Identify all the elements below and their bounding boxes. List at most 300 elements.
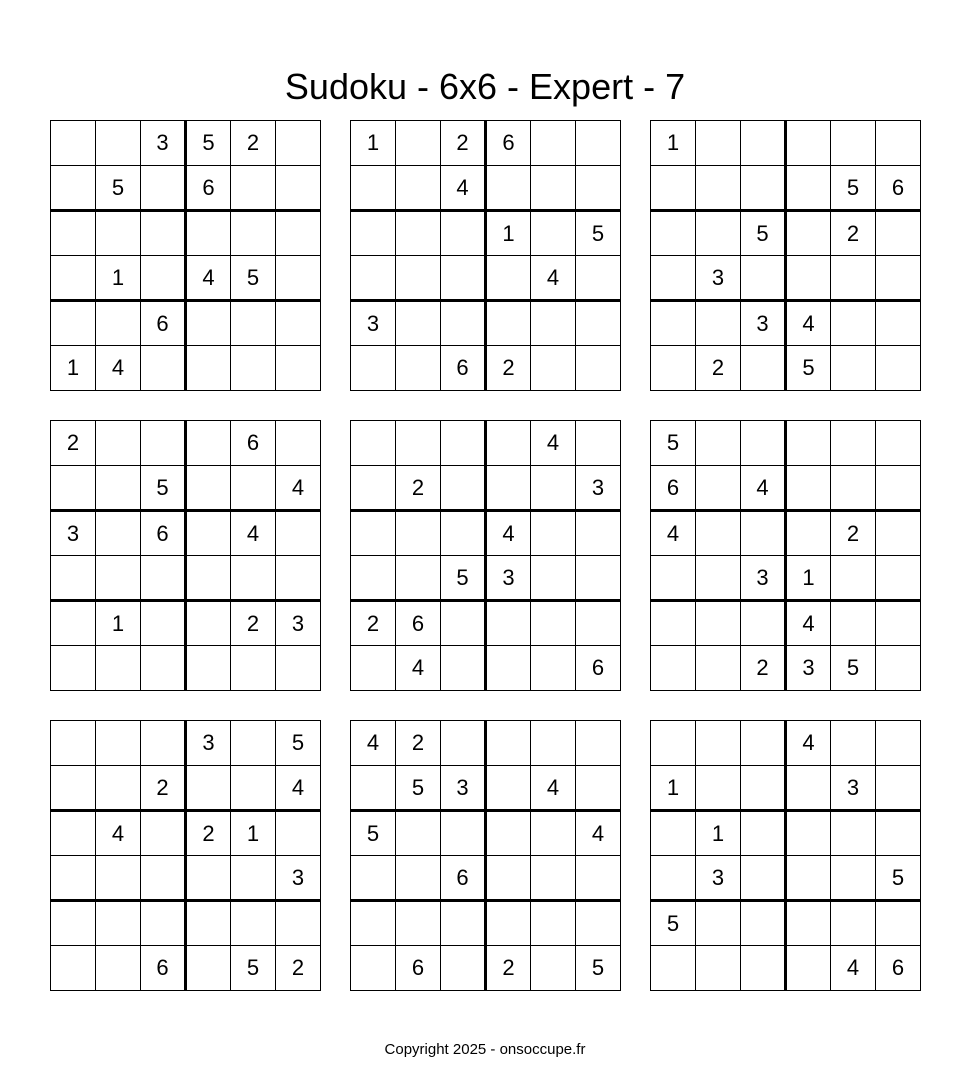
sudoku-cell[interactable] [531, 811, 576, 856]
sudoku-cell[interactable] [441, 646, 486, 691]
sudoku-cell[interactable] [276, 301, 321, 346]
sudoku-cell[interactable] [396, 811, 441, 856]
sudoku-cell[interactable] [876, 466, 921, 511]
sudoku-cell[interactable] [351, 211, 396, 256]
grid-row [51, 346, 321, 391]
sudoku-cell[interactable] [876, 721, 921, 766]
sudoku-cell[interactable] [831, 346, 876, 391]
sudoku-cell[interactable] [651, 646, 696, 691]
sudoku-cell[interactable] [51, 646, 96, 691]
sudoku-cell[interactable] [741, 256, 786, 301]
sudoku-cell[interactable] [531, 721, 576, 766]
sudoku-table [350, 720, 621, 991]
sudoku-cell: 3 [351, 301, 396, 346]
sudoku-cell[interactable] [741, 811, 786, 856]
sudoku-cell[interactable] [831, 466, 876, 511]
sudoku-cell[interactable] [441, 211, 486, 256]
sudoku-cell[interactable] [231, 166, 276, 211]
sudoku-cell[interactable] [696, 601, 741, 646]
grid-row [351, 766, 621, 811]
sudoku-cell[interactable] [51, 466, 96, 511]
sudoku-cell: 4 [231, 511, 276, 556]
sudoku-cell[interactable] [876, 421, 921, 466]
sudoku-cell[interactable] [276, 556, 321, 601]
sudoku-cell[interactable] [231, 901, 276, 946]
sudoku-cell[interactable] [741, 721, 786, 766]
sudoku-cell[interactable] [51, 166, 96, 211]
sudoku-cell: 3 [831, 766, 876, 811]
sudoku-cell[interactable] [351, 946, 396, 991]
sudoku-table [650, 720, 921, 991]
sudoku-cell: 5 [351, 811, 396, 856]
sudoku-cell[interactable] [696, 721, 741, 766]
sudoku-cell[interactable] [831, 601, 876, 646]
sudoku-cell[interactable] [876, 811, 921, 856]
grid-row [351, 721, 621, 766]
sudoku-cell[interactable] [651, 811, 696, 856]
sudoku-cell[interactable] [831, 121, 876, 166]
sudoku-cell[interactable] [396, 556, 441, 601]
sudoku-cell: 4 [441, 166, 486, 211]
sudoku-cell[interactable] [876, 601, 921, 646]
sudoku-cell[interactable] [786, 766, 831, 811]
sudoku-cell[interactable] [186, 466, 231, 511]
sudoku-cell[interactable] [486, 901, 531, 946]
sudoku-cell[interactable] [831, 721, 876, 766]
sudoku-cell: 6 [231, 421, 276, 466]
sudoku-cell[interactable] [741, 511, 786, 556]
sudoku-cell[interactable] [96, 556, 141, 601]
sudoku-cell[interactable] [276, 421, 321, 466]
sudoku-cell[interactable] [396, 121, 441, 166]
sudoku-cell[interactable] [231, 856, 276, 901]
sudoku-cell: 3 [141, 121, 186, 166]
sudoku-cell[interactable] [696, 646, 741, 691]
sudoku-cell[interactable] [831, 856, 876, 901]
sudoku-cell[interactable] [396, 256, 441, 301]
sudoku-cell[interactable] [396, 166, 441, 211]
sudoku-cell: 2 [351, 601, 396, 646]
sudoku-cell[interactable] [396, 346, 441, 391]
sudoku-cell[interactable] [486, 301, 531, 346]
sudoku-cell[interactable] [651, 256, 696, 301]
sudoku-cell: 1 [651, 121, 696, 166]
sudoku-cell[interactable] [486, 721, 531, 766]
sudoku-cell[interactable] [231, 646, 276, 691]
sudoku-cell[interactable] [486, 811, 531, 856]
sudoku-cell[interactable] [576, 721, 621, 766]
sudoku-cell[interactable] [141, 256, 186, 301]
sudoku-cell[interactable] [51, 901, 96, 946]
sudoku-grid-3 [650, 120, 920, 390]
sudoku-cell[interactable] [186, 301, 231, 346]
sudoku-grid-4 [50, 420, 320, 690]
sudoku-cell[interactable] [786, 256, 831, 301]
grid-row [351, 256, 621, 301]
sudoku-cell[interactable] [51, 856, 96, 901]
sudoku-cell[interactable] [696, 166, 741, 211]
sudoku-cell[interactable] [396, 511, 441, 556]
sudoku-cell[interactable] [876, 301, 921, 346]
sudoku-cell[interactable] [696, 511, 741, 556]
grid-row [51, 166, 321, 211]
sudoku-cell[interactable] [786, 466, 831, 511]
sudoku-cell[interactable] [186, 946, 231, 991]
sudoku-cell[interactable] [276, 166, 321, 211]
grid-row [51, 211, 321, 256]
sudoku-cell[interactable] [441, 466, 486, 511]
sudoku-cell[interactable] [531, 346, 576, 391]
sudoku-cell: 5 [441, 556, 486, 601]
sudoku-cell[interactable] [576, 766, 621, 811]
sudoku-cell[interactable] [186, 901, 231, 946]
sudoku-cell[interactable] [576, 346, 621, 391]
sudoku-cell: 2 [396, 466, 441, 511]
sudoku-cell[interactable] [696, 121, 741, 166]
sudoku-cell[interactable] [396, 301, 441, 346]
sudoku-cell[interactable] [51, 721, 96, 766]
sudoku-cell: 4 [651, 511, 696, 556]
sudoku-cell[interactable] [96, 946, 141, 991]
sudoku-cell[interactable] [96, 211, 141, 256]
sudoku-cell[interactable] [531, 211, 576, 256]
sudoku-cell: 6 [396, 946, 441, 991]
sudoku-cell[interactable] [786, 121, 831, 166]
sudoku-cell[interactable] [531, 946, 576, 991]
sudoku-cell[interactable] [576, 601, 621, 646]
sudoku-cell[interactable] [231, 766, 276, 811]
sudoku-cell[interactable] [696, 946, 741, 991]
sudoku-cell[interactable] [831, 301, 876, 346]
sudoku-cell[interactable] [696, 421, 741, 466]
sudoku-cell[interactable] [831, 811, 876, 856]
sudoku-cell[interactable] [741, 121, 786, 166]
sudoku-cell: 2 [276, 946, 321, 991]
sudoku-cell[interactable] [876, 256, 921, 301]
sudoku-cell[interactable] [576, 901, 621, 946]
sudoku-cell[interactable] [141, 646, 186, 691]
sudoku-cell[interactable] [186, 856, 231, 901]
sudoku-cell: 5 [576, 211, 621, 256]
sudoku-cell[interactable] [186, 511, 231, 556]
sudoku-cell[interactable] [531, 856, 576, 901]
sudoku-cell[interactable] [351, 511, 396, 556]
sudoku-cell[interactable] [531, 166, 576, 211]
sudoku-cell[interactable] [441, 421, 486, 466]
sudoku-cell: 5 [96, 166, 141, 211]
sudoku-cell[interactable] [351, 901, 396, 946]
sudoku-cell[interactable] [876, 556, 921, 601]
sudoku-cell: 3 [441, 766, 486, 811]
sudoku-cell[interactable] [186, 346, 231, 391]
sudoku-cell[interactable] [51, 811, 96, 856]
sudoku-cell: 5 [831, 646, 876, 691]
sudoku-cell[interactable] [231, 466, 276, 511]
sudoku-cell[interactable] [96, 901, 141, 946]
sudoku-cell[interactable] [96, 466, 141, 511]
sudoku-cell[interactable] [51, 556, 96, 601]
sudoku-cell: 6 [876, 946, 921, 991]
sudoku-cell[interactable] [141, 421, 186, 466]
sudoku-cell[interactable] [441, 901, 486, 946]
sudoku-cell[interactable] [96, 511, 141, 556]
sudoku-cell[interactable] [441, 301, 486, 346]
sudoku-cell: 6 [396, 601, 441, 646]
sudoku-cell[interactable] [351, 346, 396, 391]
sudoku-cell: 3 [186, 721, 231, 766]
sudoku-cell[interactable] [696, 466, 741, 511]
sudoku-cell[interactable] [876, 901, 921, 946]
sudoku-cell[interactable] [141, 166, 186, 211]
sudoku-cell[interactable] [486, 421, 531, 466]
sudoku-cell[interactable] [876, 766, 921, 811]
sudoku-cell[interactable] [141, 601, 186, 646]
grid-row [51, 466, 321, 511]
sudoku-cell[interactable] [876, 346, 921, 391]
sudoku-cell[interactable] [741, 346, 786, 391]
sudoku-cell[interactable] [141, 211, 186, 256]
sudoku-cell[interactable] [186, 646, 231, 691]
sudoku-cell[interactable] [351, 856, 396, 901]
sudoku-cell: 2 [231, 601, 276, 646]
sudoku-cell[interactable] [531, 601, 576, 646]
sudoku-cell[interactable] [441, 256, 486, 301]
sudoku-cell[interactable] [441, 601, 486, 646]
sudoku-cell: 3 [696, 856, 741, 901]
sudoku-cell[interactable] [441, 721, 486, 766]
sudoku-cell[interactable] [351, 766, 396, 811]
sudoku-cell[interactable] [786, 856, 831, 901]
sudoku-cell: 6 [576, 646, 621, 691]
sudoku-cell[interactable] [876, 646, 921, 691]
sudoku-cell[interactable] [651, 601, 696, 646]
sudoku-cell: 4 [786, 721, 831, 766]
sudoku-cell: 5 [576, 946, 621, 991]
sudoku-cell[interactable] [441, 511, 486, 556]
sudoku-cell[interactable] [576, 511, 621, 556]
sudoku-cell[interactable] [576, 556, 621, 601]
sudoku-cell[interactable] [351, 646, 396, 691]
sudoku-cell[interactable] [186, 556, 231, 601]
sudoku-cell[interactable] [51, 121, 96, 166]
sudoku-cell: 1 [696, 811, 741, 856]
sudoku-cell[interactable] [231, 556, 276, 601]
sudoku-cell[interactable] [51, 301, 96, 346]
sudoku-cell[interactable] [51, 766, 96, 811]
sudoku-cell: 4 [531, 766, 576, 811]
sudoku-cell[interactable] [276, 211, 321, 256]
grid-row [51, 766, 321, 811]
grid-row [51, 901, 321, 946]
sudoku-table [350, 420, 621, 691]
sudoku-cell[interactable] [351, 466, 396, 511]
sudoku-cell[interactable] [576, 856, 621, 901]
sudoku-cell[interactable] [576, 256, 621, 301]
sudoku-cell[interactable] [876, 121, 921, 166]
sudoku-cell[interactable] [696, 766, 741, 811]
sudoku-cell[interactable] [141, 346, 186, 391]
sudoku-cell: 1 [96, 256, 141, 301]
sudoku-cell[interactable] [741, 901, 786, 946]
sudoku-cell[interactable] [696, 901, 741, 946]
sudoku-cell[interactable] [396, 421, 441, 466]
sudoku-cell: 5 [876, 856, 921, 901]
sudoku-cell[interactable] [651, 211, 696, 256]
sudoku-cell[interactable] [486, 601, 531, 646]
sudoku-cell[interactable] [351, 166, 396, 211]
sudoku-cell[interactable] [741, 601, 786, 646]
sudoku-cell[interactable] [786, 211, 831, 256]
sudoku-cell[interactable] [741, 946, 786, 991]
sudoku-cell[interactable] [741, 166, 786, 211]
sudoku-cell[interactable] [51, 211, 96, 256]
sudoku-cell[interactable] [576, 301, 621, 346]
sudoku-cell[interactable] [441, 946, 486, 991]
sudoku-cell[interactable] [186, 601, 231, 646]
sudoku-cell[interactable] [486, 646, 531, 691]
sudoku-cell: 1 [231, 811, 276, 856]
sudoku-cell[interactable] [486, 166, 531, 211]
grid-row [51, 421, 321, 466]
sudoku-cell: 1 [486, 211, 531, 256]
sudoku-cell: 4 [96, 811, 141, 856]
sudoku-cell[interactable] [276, 511, 321, 556]
sudoku-cell[interactable] [576, 121, 621, 166]
sudoku-cell[interactable] [486, 766, 531, 811]
sudoku-cell[interactable] [651, 856, 696, 901]
sudoku-cell[interactable] [141, 721, 186, 766]
sudoku-cell: 2 [696, 346, 741, 391]
sudoku-cell[interactable] [276, 256, 321, 301]
sudoku-cell[interactable] [51, 256, 96, 301]
grid-row [351, 901, 621, 946]
sudoku-cell[interactable] [51, 601, 96, 646]
sudoku-cell[interactable] [576, 421, 621, 466]
sudoku-cell[interactable] [531, 301, 576, 346]
sudoku-cell[interactable] [276, 646, 321, 691]
sudoku-cell[interactable] [141, 856, 186, 901]
sudoku-cell[interactable] [831, 901, 876, 946]
sudoku-cell: 4 [741, 466, 786, 511]
sudoku-cell[interactable] [231, 346, 276, 391]
sudoku-cell[interactable] [186, 211, 231, 256]
grid-row [651, 811, 921, 856]
sudoku-cell[interactable] [396, 901, 441, 946]
sudoku-cell[interactable] [231, 211, 276, 256]
sudoku-cell[interactable] [276, 121, 321, 166]
sudoku-cell[interactable] [576, 166, 621, 211]
grid-row [651, 601, 921, 646]
sudoku-cell[interactable] [831, 421, 876, 466]
grid-row [51, 556, 321, 601]
sudoku-cell[interactable] [831, 256, 876, 301]
sudoku-cell[interactable] [396, 211, 441, 256]
sudoku-cell: 6 [876, 166, 921, 211]
sudoku-cell[interactable] [486, 856, 531, 901]
sudoku-cell[interactable] [96, 421, 141, 466]
sudoku-cell[interactable] [486, 256, 531, 301]
sudoku-cell[interactable] [696, 556, 741, 601]
sudoku-cell[interactable] [651, 346, 696, 391]
sudoku-cell[interactable] [531, 646, 576, 691]
sudoku-cell[interactable] [696, 301, 741, 346]
sudoku-cell[interactable] [141, 901, 186, 946]
sudoku-cell[interactable] [96, 301, 141, 346]
sudoku-cell[interactable] [486, 466, 531, 511]
sudoku-cell[interactable] [231, 301, 276, 346]
sudoku-grid-7 [50, 720, 320, 990]
sudoku-cell[interactable] [96, 721, 141, 766]
sudoku-cell[interactable] [741, 856, 786, 901]
sudoku-cell[interactable] [531, 121, 576, 166]
sudoku-cell[interactable] [96, 121, 141, 166]
sudoku-cell: 5 [831, 166, 876, 211]
sudoku-cell[interactable] [876, 211, 921, 256]
sudoku-cell[interactable] [351, 421, 396, 466]
grid-row [651, 946, 921, 991]
sudoku-cell[interactable] [351, 256, 396, 301]
sudoku-cell[interactable] [441, 811, 486, 856]
sudoku-cell[interactable] [651, 301, 696, 346]
sudoku-cell[interactable] [831, 556, 876, 601]
sudoku-cell[interactable] [786, 421, 831, 466]
sudoku-cell[interactable] [651, 721, 696, 766]
sudoku-cell: 4 [531, 421, 576, 466]
grid-row [51, 301, 321, 346]
sudoku-cell[interactable] [651, 166, 696, 211]
sudoku-cell: 3 [486, 556, 531, 601]
sudoku-cell[interactable] [96, 766, 141, 811]
sudoku-cell[interactable] [651, 556, 696, 601]
sudoku-cell[interactable] [351, 556, 396, 601]
grid-row [51, 121, 321, 166]
sudoku-cell[interactable] [141, 811, 186, 856]
sudoku-cell[interactable] [141, 556, 186, 601]
sudoku-cell[interactable] [786, 901, 831, 946]
sudoku-cell[interactable] [531, 901, 576, 946]
sudoku-cell[interactable] [696, 211, 741, 256]
sudoku-cell[interactable] [276, 901, 321, 946]
sudoku-cell[interactable] [276, 346, 321, 391]
sudoku-cell[interactable] [786, 166, 831, 211]
sudoku-cell[interactable] [96, 646, 141, 691]
sudoku-cell: 2 [396, 721, 441, 766]
sudoku-cell[interactable] [786, 811, 831, 856]
sudoku-cell[interactable] [741, 766, 786, 811]
sudoku-cell[interactable] [786, 946, 831, 991]
sudoku-cell[interactable] [276, 811, 321, 856]
sudoku-cell[interactable] [531, 556, 576, 601]
sudoku-cell: 5 [186, 121, 231, 166]
sudoku-cell[interactable] [186, 766, 231, 811]
sudoku-cell: 5 [651, 901, 696, 946]
sudoku-cell[interactable] [876, 511, 921, 556]
grid-row [651, 421, 921, 466]
sudoku-cell[interactable] [96, 856, 141, 901]
sudoku-cell[interactable] [186, 421, 231, 466]
sudoku-cell[interactable] [396, 856, 441, 901]
sudoku-cell[interactable] [51, 946, 96, 991]
sudoku-cell[interactable] [531, 511, 576, 556]
sudoku-cell[interactable] [786, 511, 831, 556]
sudoku-cell: 6 [486, 121, 531, 166]
sudoku-cell[interactable] [651, 946, 696, 991]
sudoku-cell: 2 [231, 121, 276, 166]
grid-row [351, 211, 621, 256]
sudoku-cell[interactable] [741, 421, 786, 466]
sudoku-cell[interactable] [231, 721, 276, 766]
sudoku-cell[interactable] [531, 466, 576, 511]
